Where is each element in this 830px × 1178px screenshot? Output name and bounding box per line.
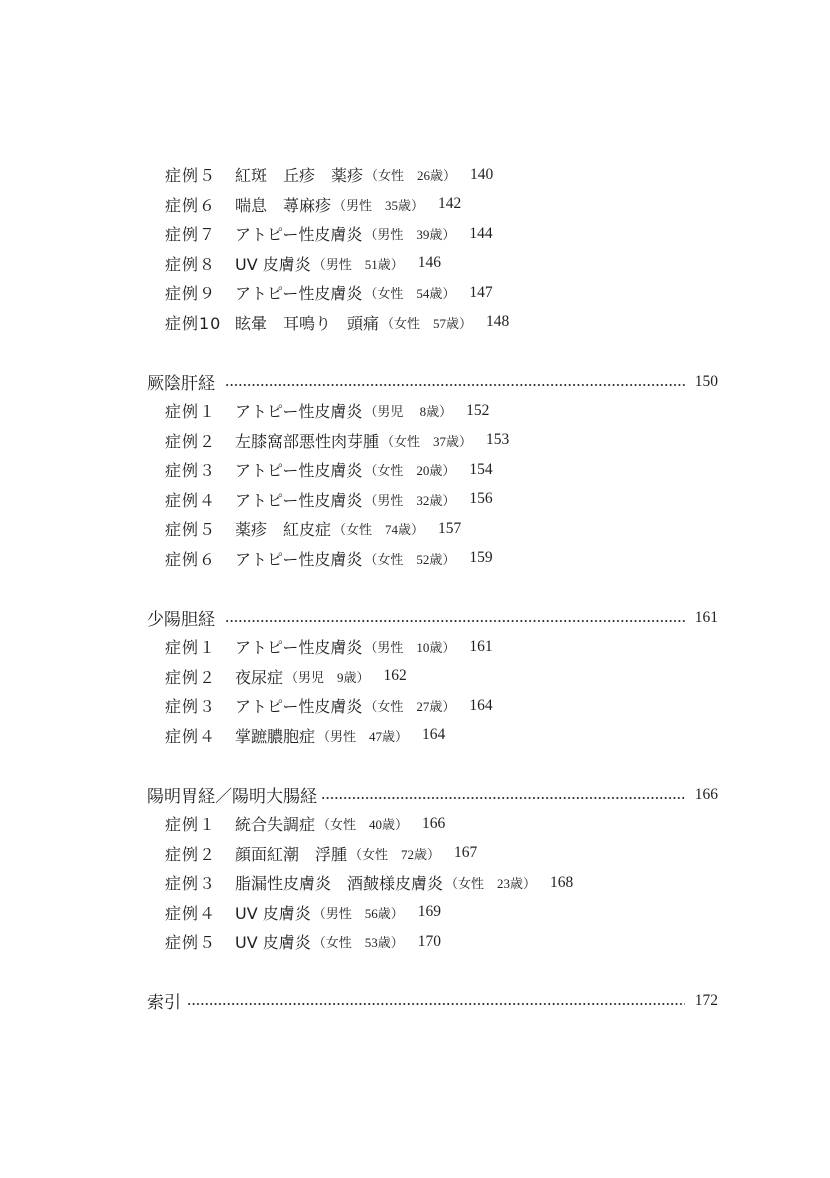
toc-case-entry[interactable]	[0, 219, 830, 248]
toc-case-entry[interactable]	[0, 278, 830, 307]
patient-info: （男性 51歳）	[312, 256, 404, 272]
case-number: 症例５	[165, 520, 217, 539]
case-number: 症例２	[165, 844, 217, 864]
case-title: 薬疹 紅皮症	[235, 520, 332, 539]
case-number: 症例３	[165, 697, 217, 716]
case-title: UV 皮膚炎	[235, 903, 311, 923]
toc-case-entry[interactable]	[0, 898, 830, 927]
section-title: 厥陰肝経	[147, 374, 215, 394]
toc-case-entry[interactable]	[0, 308, 830, 337]
case-title: UV 皮膚炎	[235, 933, 311, 952]
case-title: UV 皮膚炎	[235, 254, 311, 274]
case-number: 症例６	[165, 549, 217, 569]
case-number: 症例２	[165, 431, 217, 451]
case-number: 症例３	[165, 874, 217, 893]
page-number: 167	[454, 844, 478, 861]
toc-case-entry[interactable]	[0, 485, 830, 514]
case-number: 症例４	[165, 490, 217, 510]
toc-section-heading-index[interactable]	[0, 986, 830, 1015]
case-number: 症例４	[165, 903, 217, 923]
case-title: アトピー性皮膚炎	[235, 549, 363, 569]
page-number: 144	[469, 224, 493, 242]
patient-info: （女性 23歳）	[445, 876, 537, 891]
case-title: アトピー性皮膚炎	[235, 225, 363, 244]
patient-info: （女性 54歳）	[364, 286, 456, 301]
case-number: 症例１	[165, 638, 217, 657]
toc-case-entry[interactable]	[0, 249, 830, 278]
toc-case-entry[interactable]	[0, 544, 830, 573]
page-number: 157	[438, 519, 462, 537]
page-number: 146	[417, 254, 442, 271]
case-number: 症例３	[165, 461, 217, 480]
section-page-number: 161	[694, 608, 718, 626]
case-title: 顔面紅潮 浮腫	[235, 844, 348, 864]
page-number: 164	[469, 696, 493, 714]
toc-case-entry[interactable]	[0, 809, 830, 838]
patient-info: （女性 40歳）	[317, 817, 409, 832]
page-number: 164	[422, 726, 446, 743]
page-number: 159	[469, 549, 493, 566]
section-page-number: 166	[694, 785, 718, 803]
toc-section-heading[interactable]	[0, 603, 830, 632]
toc-case-entry[interactable]	[0, 927, 830, 956]
page-number: 162	[383, 667, 407, 684]
patient-info: （男児 8歳）	[364, 404, 453, 419]
patient-info: （男性 47歳）	[317, 728, 409, 744]
toc-case-entry[interactable]	[0, 839, 830, 868]
patient-info: （男性 56歳）	[312, 905, 404, 921]
case-title: 喘息 蕁麻疹	[235, 195, 332, 215]
case-number: 症例６	[165, 195, 217, 215]
patient-info: （女性 27歳）	[364, 699, 456, 714]
case-number: 症例１	[165, 402, 217, 421]
page-number: 170	[417, 932, 442, 950]
page-number: 148	[486, 313, 510, 330]
case-title: 統合失調症	[235, 815, 316, 834]
section-title: 少陽胆経	[147, 610, 215, 630]
dot-leader	[187, 1003, 685, 1005]
case-title: 紅斑 丘疹 薬疹	[235, 166, 364, 185]
toc-case-entry[interactable]	[0, 426, 830, 455]
section-page-number: 150	[694, 372, 718, 390]
page-number: 153	[486, 431, 510, 448]
patient-info: （女性 20歳）	[364, 463, 456, 478]
patient-info: （男性 10歳）	[364, 640, 456, 655]
case-number: 症例４	[165, 726, 217, 746]
page-number: 156	[469, 490, 493, 507]
patient-info: （女性 74歳）	[333, 522, 425, 537]
case-number: 症例１	[165, 815, 217, 834]
toc-case-entry[interactable]	[0, 160, 830, 189]
page-number: 152	[466, 401, 490, 419]
toc-case-entry[interactable]	[0, 190, 830, 219]
toc-case-entry[interactable]	[0, 396, 830, 425]
toc-case-entry[interactable]	[0, 662, 830, 691]
dot-leader	[321, 797, 685, 799]
toc-section-heading[interactable]	[0, 780, 830, 809]
patient-info: （男性 39歳）	[364, 227, 456, 242]
patient-info: （男性 32歳）	[364, 492, 456, 508]
case-number: 症例９	[165, 284, 217, 303]
toc-case-entry[interactable]	[0, 632, 830, 661]
case-title: 左膝窩部悪性肉芽腫	[235, 431, 380, 451]
page-number: 169	[417, 903, 442, 920]
case-number: 症例５	[165, 933, 217, 952]
case-number: 症例７	[165, 225, 217, 244]
page-number: 154	[469, 460, 493, 478]
case-title: 掌蹠膿胞症	[235, 726, 316, 746]
page-number: 168	[550, 873, 574, 891]
page-number: 142	[438, 195, 462, 212]
page-number: 140	[470, 165, 494, 183]
patient-info: （女性 26歳）	[365, 168, 457, 183]
toc-case-entry[interactable]	[0, 514, 830, 543]
case-title: アトピー性皮膚炎	[235, 284, 363, 303]
case-number: 症例８	[165, 254, 217, 274]
case-title: アトピー性皮膚炎	[235, 638, 363, 657]
case-title: 夜尿症	[235, 667, 284, 687]
patient-info: （女性 57歳）	[381, 315, 473, 331]
section-title: 陽明胃経／陽明大腸経	[147, 787, 317, 807]
patient-info: （男性 35歳）	[333, 197, 425, 213]
case-number: 症例５	[165, 166, 217, 185]
page-number: 166	[422, 814, 446, 832]
dot-leader	[225, 620, 685, 622]
case-title: 脂漏性皮膚炎 酒皶様皮膚炎	[235, 874, 444, 893]
patient-info: （男児 9歳）	[285, 669, 370, 685]
toc-section-heading[interactable]	[0, 367, 830, 396]
patient-info: （女性 52歳）	[364, 551, 456, 567]
case-title: アトピー性皮膚炎	[235, 402, 363, 421]
toc-case-entry[interactable]	[0, 691, 830, 720]
patient-info: （女性 53歳）	[312, 935, 404, 950]
dot-leader	[225, 384, 685, 386]
case-title: 眩暈 耳鳴り 頭痛	[235, 313, 380, 333]
toc-case-entry[interactable]	[0, 868, 830, 897]
section-title: 索引	[147, 993, 181, 1013]
patient-info: （女性 37歳）	[381, 433, 473, 449]
case-number: 症例２	[165, 667, 217, 687]
patient-info: （女性 72歳）	[349, 846, 441, 862]
toc-case-entry[interactable]	[0, 455, 830, 484]
case-title: アトピー性皮膚炎	[235, 490, 363, 510]
toc-case-entry[interactable]	[0, 721, 830, 750]
page-number: 147	[469, 283, 493, 301]
case-number: 症例10	[165, 313, 222, 333]
section-page-number: 172	[694, 991, 718, 1009]
page-number: 161	[469, 637, 493, 655]
case-title: アトピー性皮膚炎	[235, 697, 363, 716]
case-title: アトピー性皮膚炎	[235, 461, 363, 480]
